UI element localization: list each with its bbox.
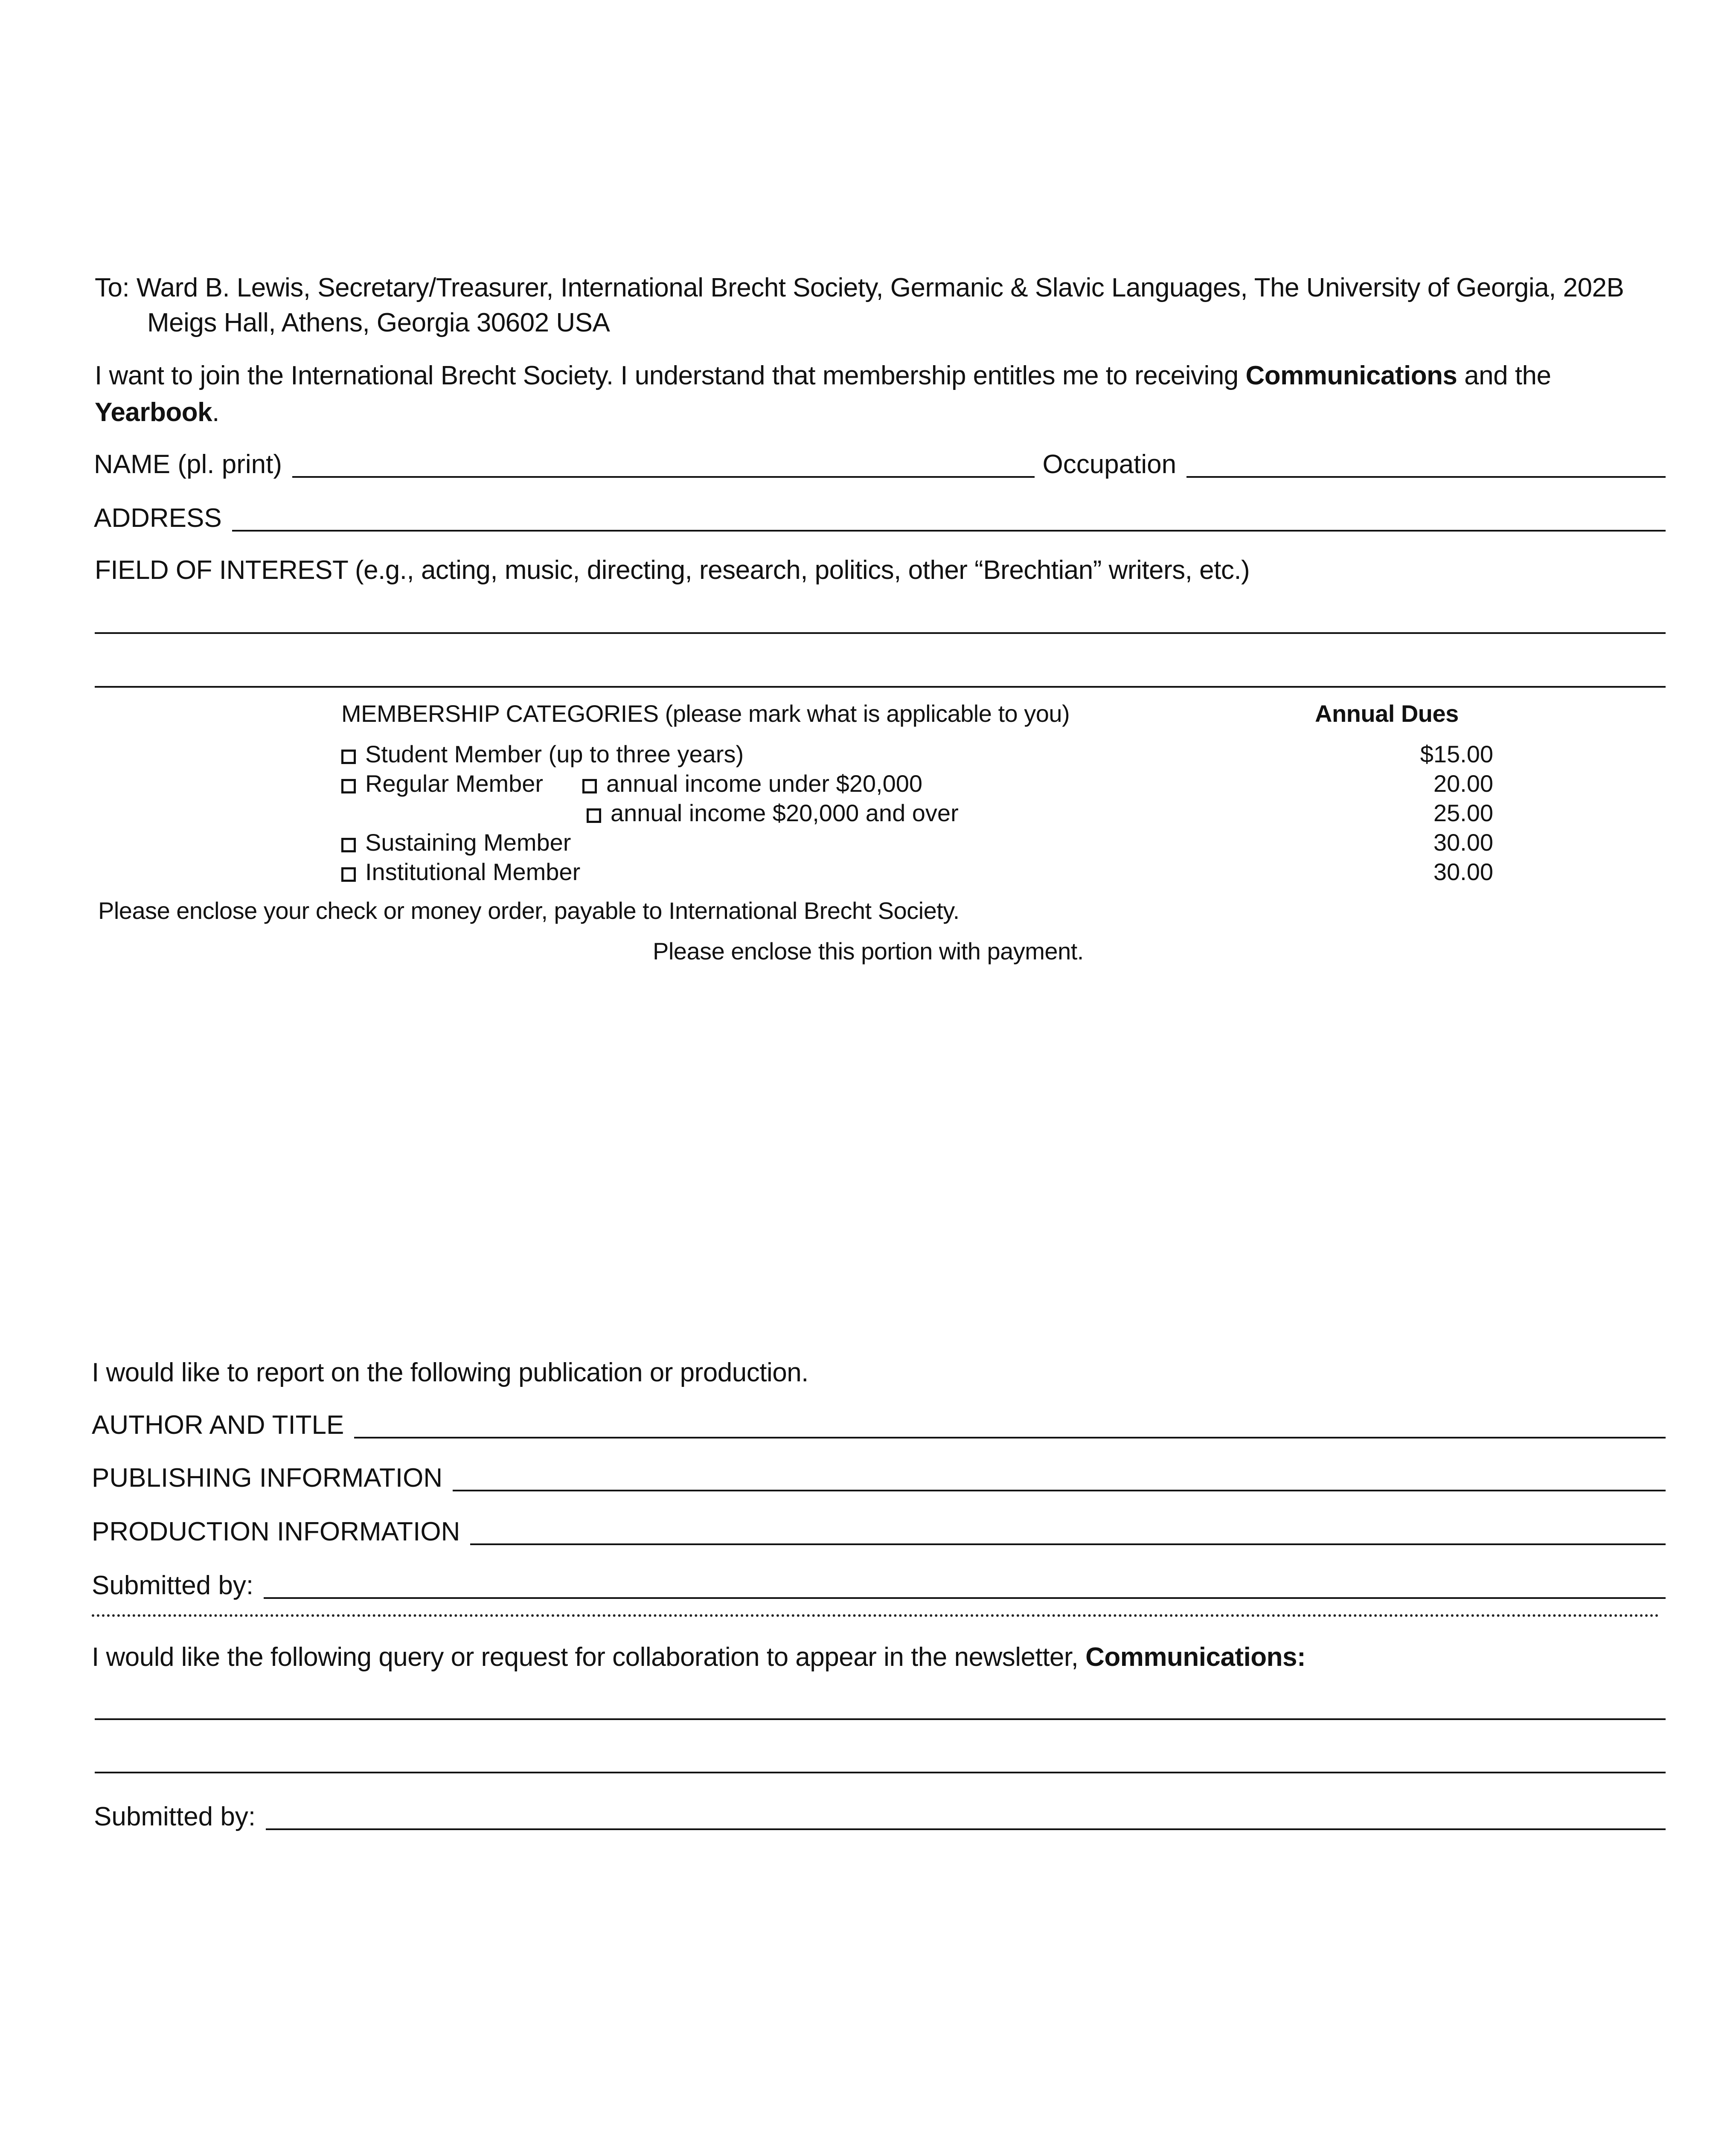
author-title-row <box>92 1407 1666 1444</box>
author-title-label: AUTHOR AND TITLE <box>92 1410 344 1440</box>
query-submitted-field[interactable] <box>266 1807 1666 1830</box>
institutional-checkbox[interactable] <box>341 867 356 882</box>
address-label: ADDRESS <box>94 503 222 533</box>
query-submitted-row <box>94 1799 1666 1835</box>
name-field[interactable] <box>292 455 1035 478</box>
intro-yearbook: Yearbook <box>95 398 212 427</box>
query-intro-text: I would like the following query or request for collaboration to appear in the newsletter, <box>92 1642 1086 1672</box>
sustaining-label: Sustaining Member <box>365 829 571 856</box>
report-submitted-row <box>92 1567 1666 1604</box>
production-field[interactable] <box>470 1522 1666 1545</box>
enclose-note: Please enclose this portion with payment. <box>653 938 1084 965</box>
intro-text: I want to join the International Brecht Society. I understand that membership entitles me to receiving <box>95 361 1246 390</box>
category-student[interactable] <box>341 739 1493 769</box>
name-label: NAME (pl. print) <box>94 450 282 479</box>
production-label: PRODUCTION INFORMATION <box>92 1517 460 1546</box>
regular-checkbox[interactable] <box>341 779 356 793</box>
intro-text-2: and the <box>1457 361 1551 390</box>
occupation-label: Occupation <box>1042 450 1177 479</box>
institutional-label: Institutional Member <box>365 858 581 885</box>
report-submitted-field[interactable] <box>264 1576 1666 1599</box>
report-intro: I would like to report on the following publication or production. <box>92 1358 808 1387</box>
regular-under-dues: 20.00 <box>1433 770 1493 797</box>
field-of-interest-label: FIELD OF INTEREST (e.g., acting, music, directing, research, politics, other “Brechtian” writers, etc.) <box>95 555 1250 585</box>
intro-communications: Communications <box>1245 361 1457 390</box>
name-occupation-row <box>94 446 1666 483</box>
regular-under-checkbox[interactable] <box>582 779 597 793</box>
cut-line <box>92 1614 1659 1617</box>
publishing-field[interactable] <box>453 1468 1666 1491</box>
category-sustaining[interactable] <box>341 828 1493 857</box>
report-submitted-label: Submitted by: <box>92 1571 254 1600</box>
payment-note: Please enclose your check or money order, payable to International Brecht Society. <box>98 897 960 924</box>
student-label: Student Member (up to three years) <box>365 741 744 767</box>
occupation-field[interactable] <box>1186 455 1666 478</box>
category-regular[interactable] <box>341 769 1493 799</box>
membership-intro <box>95 357 1551 394</box>
query-intro-communications: Communications: <box>1085 1642 1306 1672</box>
regular-over-dues: 25.00 <box>1433 799 1493 826</box>
query-line-2[interactable] <box>95 1772 1666 1773</box>
publishing-label: PUBLISHING INFORMATION <box>92 1463 443 1493</box>
production-row <box>92 1514 1666 1550</box>
student-checkbox[interactable] <box>341 750 356 764</box>
to-line-1: To: Ward B. Lewis, Secretary/Treasurer, International Brecht Society, Germanic & Slavic Languages, The University of Georgia, 202B <box>95 273 1624 302</box>
to-line-2: Meigs Hall, Athens, Georgia 30602 USA <box>147 308 610 337</box>
sustaining-checkbox[interactable] <box>341 838 356 852</box>
student-dues: $15.00 <box>1420 741 1493 767</box>
institutional-dues: 30.00 <box>1433 858 1493 885</box>
publishing-row <box>92 1460 1666 1497</box>
categories-header: MEMBERSHIP CATEGORIES (please mark what is applicable to you) <box>341 700 1070 727</box>
membership-intro-2 <box>95 394 219 431</box>
regular-over-checkbox[interactable] <box>587 808 601 823</box>
sustaining-dues: 30.00 <box>1433 829 1493 856</box>
regular-over-label: annual income $20,000 and over <box>611 799 959 826</box>
category-regular-over[interactable] <box>341 798 1493 828</box>
query-line-1[interactable] <box>95 1718 1666 1720</box>
query-submitted-label: Submitted by: <box>94 1802 256 1831</box>
intro-end: . <box>212 398 219 427</box>
category-institutional[interactable] <box>341 857 1493 887</box>
address-field[interactable] <box>232 509 1666 532</box>
field-of-interest-line-2[interactable] <box>95 686 1666 688</box>
query-intro <box>92 1639 1306 1676</box>
regular-under-label: annual income under $20,000 <box>606 770 923 797</box>
author-title-field[interactable] <box>354 1415 1666 1438</box>
dues-header: Annual Dues <box>1315 700 1459 727</box>
regular-label: Regular Member <box>365 770 544 797</box>
field-of-interest-line-1[interactable] <box>95 632 1666 634</box>
address-row <box>94 500 1666 537</box>
